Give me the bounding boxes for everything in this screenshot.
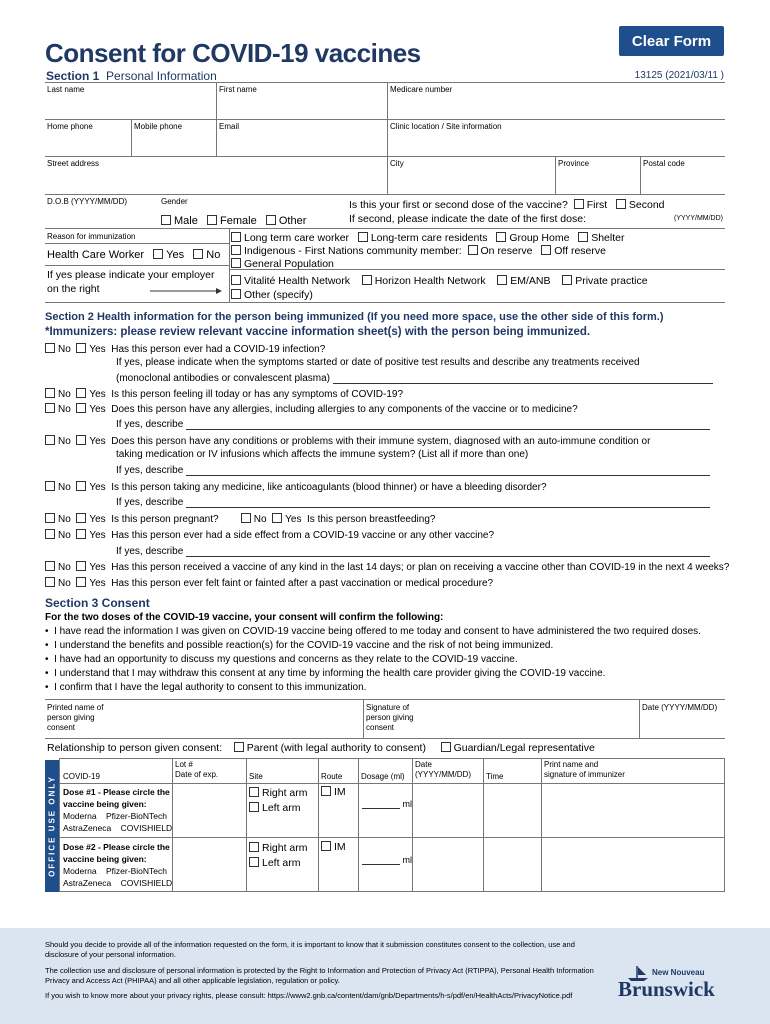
office-use-label: OFFICE USE ONLY [45,760,59,892]
q8-row: No Yes Has this person received a vaccine of any kind in the last 14 days; or plan on receiving a vaccine other than COVID-19 in the next 4 weeks? [45,561,729,573]
footer-paragraph-2: The collection use and disclosure of personal information is protected by the Right to Information and Protection of Privacy Act (RTIPPA), Personal Health Information Privacy and Access Act (PHIPAA) and all other applicable legislation, regulation or policy. [45,966,594,985]
lot-col-header: Lot # Date of exp. [175,760,219,779]
clear-form-button[interactable]: Clear Form [619,26,724,56]
reason-block [45,228,725,302]
row-address [45,156,725,194]
row-contact [45,119,725,156]
date-format-hint: (YYYY/MM/DD) [674,215,723,222]
q9-no-checkbox[interactable] [45,577,55,587]
signature-label: Signature of person giving consent [366,703,414,732]
q7-describe[interactable]: If yes, describe [116,546,710,557]
hcw-yes-checkbox[interactable] [153,249,163,259]
gender-group: Gender Male Female Other [161,197,307,227]
dose-question: Is this your first or second dose of the vaccine? First Second [349,199,665,211]
dob-field[interactable]: D.O.B (YYYY/MM/DD) [47,197,128,206]
q9-row: No Yes Has this person ever felt faint or fainted after a past vaccination or medical procedure? [45,577,493,589]
dose1-left-arm-checkbox[interactable] [249,802,259,812]
male-checkbox[interactable] [161,215,171,225]
site-col-header: Site [249,772,263,781]
q2-row: No Yes Is this person feeling ill today or has any symptoms of COVID-19? [45,388,403,400]
q6-yes-checkbox[interactable] [76,513,86,523]
section1-heading: Section 1 Personal Information [46,69,217,83]
route-col-header: Route [321,772,343,781]
dose1-cell: Dose #1 - Please circle the vaccine being given: Moderna Pfizer-BioNTech AstraZeneca COVISHIELD [63,787,173,833]
ltc-res-checkbox[interactable] [358,232,368,242]
other-checkbox[interactable] [266,215,276,225]
section2-subheading: *Immunizers: please review relevant vaccine information sheet(s) with the person being immunized. [45,326,591,338]
consent-date-field[interactable]: Date (YYYY/MM/DD) [642,703,718,712]
first-dose-checkbox[interactable] [574,199,584,209]
network-options: Vitalité Health Network Horizon Health Network EM/ANB Private practice Other (specify) [231,274,648,302]
privacy-footer [0,928,770,1024]
q7-no-checkbox[interactable] [45,529,55,539]
q5-describe[interactable]: If yes, describe [116,497,710,508]
dose2-route: IM [321,841,346,853]
group-home-checkbox[interactable] [496,232,506,242]
first-name-field[interactable]: First name [216,83,387,119]
q6-row: No Yes Is this person pregnant? No Yes Is this person breastfeeding? [45,513,435,525]
q7-row: No Yes Has this person ever had a side effect from a COVID-19 vaccine or any other vaccine? [45,529,494,541]
relationship-row: Relationship to person given consent: Parent (with legal authority to consent) Guardian/Legal representative [47,742,595,754]
employer-options: Long term care worker Long-term care residents Group Home Shelter Indigenous - First Nations community member: On reserve Off reserve General Population [231,232,624,271]
section2-heading: Section 2 Health information for the person being immunized (If you need more space, use the other side of this form.) [45,311,664,323]
q3-describe[interactable]: If yes, describe [116,419,710,430]
dose1-site: Right arm Left arm [249,786,308,816]
consent-bullet: • I have had an opportunity to discuss my questions and concerns as they relate to the COVID-19 vaccine. [45,654,518,665]
q6-no-checkbox[interactable] [45,513,55,523]
q8-yes-checkbox[interactable] [76,561,86,571]
dose2-left-arm-checkbox[interactable] [249,857,259,867]
q1-row: No Yes Has this person ever had a COVID-19 infection? [45,343,325,355]
office-use-table [59,758,725,892]
second-dose-checkbox[interactable] [616,199,626,209]
consent-bullet: • I confirm that I have the legal authority to consent to this immunization. [45,682,367,693]
consent-signature-row [45,699,725,739]
dose2-site: Right arm Left arm [249,841,308,871]
general-checkbox[interactable] [231,258,241,268]
q5-yes-checkbox[interactable] [76,481,86,491]
hcw-no-checkbox[interactable] [193,249,203,259]
medicare-field[interactable]: Medicare number [387,83,725,119]
q3-row: No Yes Does this person have any allergies, including allergies to any components of the vaccine or to medicine? [45,403,578,415]
off-reserve-checkbox[interactable] [541,245,551,255]
q2-no-checkbox[interactable] [45,388,55,398]
clinic-field[interactable]: Clinic location / Site information [387,120,725,156]
q6b-yes-checkbox[interactable] [272,513,282,523]
employer-hint-2: on the right [47,283,100,295]
q3-no-checkbox[interactable] [45,403,55,413]
footer-paragraph-1: Should you decide to provide all of the information requested on the form, it is important to know that it submission constitutes consent to the collection, use and disclosure of your personal information. [45,940,575,959]
q8-no-checkbox[interactable] [45,561,55,571]
consent-bullet: • I understand the benefits and possible reaction(s) for the COVID-19 vaccine and the risk of not being immunized. [45,640,554,651]
mobile-phone-field[interactable]: Mobile phone [131,120,216,156]
horizon-checkbox[interactable] [362,275,372,285]
last-name-field[interactable]: Last name [47,85,85,94]
hcw-group: Health Care Worker Yes No [47,249,221,261]
q2-yes-checkbox[interactable] [76,388,86,398]
row-dob [45,194,725,228]
consent-bullet: • I understand that I may withdraw this consent at any time by informing the health care provider giving the COVID-19 vaccine. [45,668,606,679]
dose1-im-checkbox[interactable] [321,786,331,796]
dose1-dosage[interactable]: ml [362,799,412,809]
street-field[interactable]: Street address [47,159,100,168]
second-dose-date-label: If second, please indicate the date of the first dose: [349,213,586,225]
q1-detail-2: (monoclonal antibodies or convalescent plasma) [116,373,713,384]
q7-yes-checkbox[interactable] [76,529,86,539]
time-col-header: Time [486,772,504,781]
q4-yes-checkbox[interactable] [76,435,86,445]
city-field[interactable]: City [387,157,555,194]
reason-label: Reason for immunization [47,232,136,241]
indigenous-checkbox[interactable] [231,245,241,255]
dose2-right-arm-checkbox[interactable] [249,842,259,852]
dose2-im-checkbox[interactable] [321,841,331,851]
consent-intro: For the two doses of the COVID-19 vaccine, your consent will confirm the following: [45,612,444,623]
q9-yes-checkbox[interactable] [76,577,86,587]
q4-no-checkbox[interactable] [45,435,55,445]
shelter-checkbox[interactable] [578,232,588,242]
q4-row: No Yes Does this person have any conditions or problems with their immune system, diagnosed with an auto-immune condition or [45,435,650,447]
q1-no-checkbox[interactable] [45,343,55,353]
date-col-header: Date (YYYY/MM/DD) [415,760,471,779]
dose2-dosage[interactable]: ml [362,855,412,865]
covid-col-header: COVID-19 [63,772,100,781]
home-phone-field[interactable]: Home phone [47,122,93,131]
immunizer-col-header: Print name and signature of immunizer [544,760,625,779]
private-checkbox[interactable] [562,275,572,285]
q6b-no-checkbox[interactable] [241,513,251,523]
province-field[interactable]: Province [555,157,640,194]
q4-describe[interactable]: If yes, describe [116,465,710,476]
q3-yes-checkbox[interactable] [76,403,86,413]
q1-detail: If yes, please indicate when the symptoms started or date of positive test results and describe any treatments received [116,357,640,368]
vitalite-checkbox[interactable] [231,275,241,285]
footer-paragraph-3: If you wish to know more about your privacy rights, please consult: https://www2.gnb.ca/content/dam/gnb/Departments/h-s/pdf/en/HealthActs/PrivacyNotice.pdf [45,991,573,1000]
printed-name-label: Printed name of person giving consent [47,703,104,732]
page-title: Consent for COVID-19 vaccines [45,38,421,68]
q5-row: No Yes Is this person taking any medicine, like anticoagulants (blood thinner) or have a bleeding disorder? [45,481,547,493]
dose1-right-arm-checkbox[interactable] [249,787,259,797]
new-brunswick-logo: New Nouveau Brunswick [618,962,728,1002]
q5-no-checkbox[interactable] [45,481,55,491]
section3-heading: Section 3 Consent [45,596,150,610]
dose2-cell: Dose #2 - Please circle the vaccine being given: Moderna Pfizer-BioNTech AstraZeneca COVISHIELD [63,842,173,888]
row-names [45,82,725,119]
other-specify-checkbox[interactable] [231,289,241,299]
q1-yes-checkbox[interactable] [76,343,86,353]
q4-detail: taking medication or IV infusions which affects the immune system? (List all if more than one) [116,449,529,460]
postal-field[interactable]: Postal code [640,157,725,194]
dose1-route: IM [321,786,346,798]
printed-name-field[interactable] [105,700,363,739]
female-checkbox[interactable] [207,215,217,225]
consent-bullet: • I have read the information I was given on COVID-19 vaccine being offered to me today and consent to have administered the two required doses. [45,626,701,637]
arrow-right-icon [150,282,222,290]
email-field[interactable]: Email [216,120,387,156]
form-code: 13125 (2021/03/11 ) [634,70,724,81]
ltc-worker-checkbox[interactable] [231,232,241,242]
dosage-col-header: Dosage (ml) [361,772,405,781]
parent-checkbox[interactable] [234,742,244,752]
guardian-checkbox[interactable] [441,742,451,752]
em-anb-checkbox[interactable] [497,275,507,285]
employer-hint-1: If yes please indicate your employer [47,269,215,281]
on-reserve-checkbox[interactable] [468,245,478,255]
